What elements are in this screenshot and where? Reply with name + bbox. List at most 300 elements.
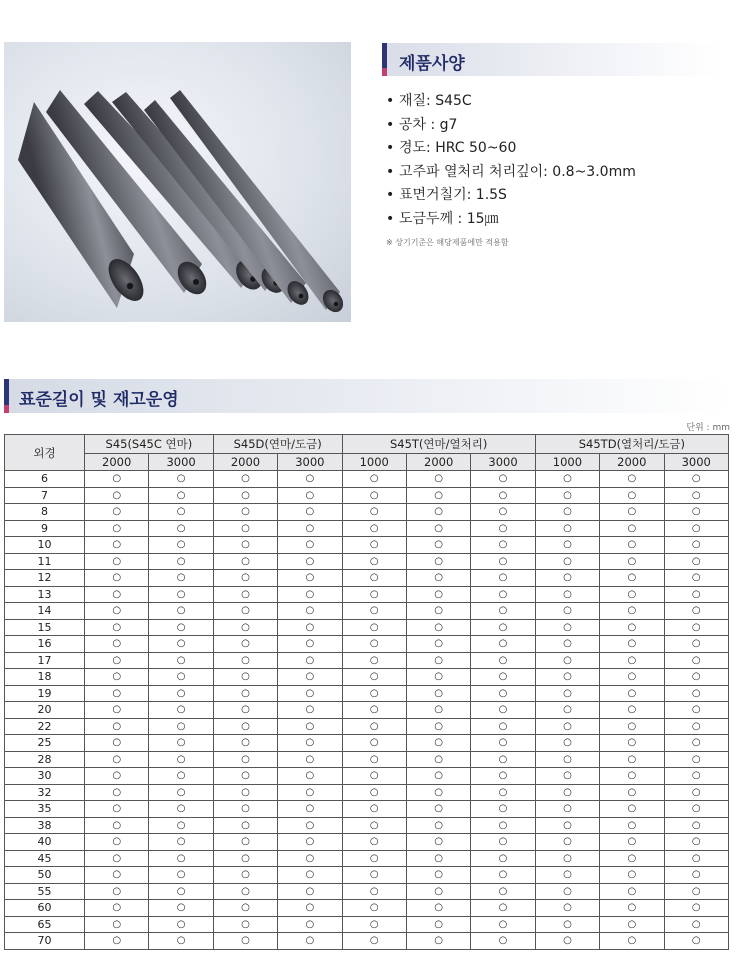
stock-available-mark: ○ xyxy=(342,916,406,933)
diameter-cell: 30 xyxy=(5,768,85,785)
stock-available-mark: ○ xyxy=(149,850,213,867)
table-row xyxy=(5,702,729,719)
table-row xyxy=(5,487,729,504)
stock-available-mark: ○ xyxy=(149,751,213,768)
stock-available-mark: ○ xyxy=(85,652,149,669)
stock-available-mark: ○ xyxy=(406,768,470,785)
length-header: 1000 xyxy=(535,454,599,471)
stock-available-mark: ○ xyxy=(471,817,535,834)
stock-available-mark: ○ xyxy=(535,669,599,686)
table-row xyxy=(5,553,729,570)
stock-available-mark: ○ xyxy=(278,735,342,752)
stock-available-mark: ○ xyxy=(149,883,213,900)
stock-available-mark: ○ xyxy=(406,619,470,636)
stock-available-mark: ○ xyxy=(85,834,149,851)
product-group-header: S45T(연마/열처리) xyxy=(342,435,535,454)
stock-available-mark: ○ xyxy=(535,636,599,653)
stock-available-mark: ○ xyxy=(85,520,149,537)
stock-available-mark: ○ xyxy=(664,702,728,719)
stock-available-mark: ○ xyxy=(406,718,470,735)
stock-available-mark: ○ xyxy=(85,933,149,950)
stock-available-mark: ○ xyxy=(213,850,277,867)
stock-available-mark: ○ xyxy=(85,619,149,636)
stock-available-mark: ○ xyxy=(278,471,342,488)
stock-available-mark: ○ xyxy=(149,916,213,933)
stock-available-mark: ○ xyxy=(342,553,406,570)
table-row xyxy=(5,636,729,653)
header-accent xyxy=(4,379,9,413)
stock-available-mark: ○ xyxy=(85,850,149,867)
steel-shafts-illustration xyxy=(4,42,351,322)
table-row xyxy=(5,834,729,851)
stock-available-mark: ○ xyxy=(664,817,728,834)
stock-available-mark: ○ xyxy=(342,537,406,554)
stock-available-mark: ○ xyxy=(535,520,599,537)
stock-available-mark: ○ xyxy=(471,751,535,768)
stock-available-mark: ○ xyxy=(471,784,535,801)
bullet-icon: • xyxy=(386,93,395,109)
stock-available-mark: ○ xyxy=(278,553,342,570)
stock-available-mark: ○ xyxy=(471,652,535,669)
stock-available-mark: ○ xyxy=(664,586,728,603)
stock-available-mark: ○ xyxy=(406,900,470,917)
table-row xyxy=(5,768,729,785)
table-row xyxy=(5,504,729,521)
stock-available-mark: ○ xyxy=(664,652,728,669)
stock-available-mark: ○ xyxy=(535,900,599,917)
stock-available-mark: ○ xyxy=(406,603,470,620)
spec-item xyxy=(386,90,636,114)
bullet-icon: • xyxy=(386,163,395,180)
stock-available-mark: ○ xyxy=(406,784,470,801)
diameter-cell: 16 xyxy=(5,636,85,653)
stock-available-mark: ○ xyxy=(342,619,406,636)
stock-available-mark: ○ xyxy=(535,603,599,620)
stock-available-mark: ○ xyxy=(213,834,277,851)
diameter-cell: 9 xyxy=(5,520,85,537)
stock-available-mark: ○ xyxy=(342,735,406,752)
length-header: 2000 xyxy=(213,454,277,471)
diameter-cell: 15 xyxy=(5,619,85,636)
stock-available-mark: ○ xyxy=(664,801,728,818)
product-group-header: S45(S45C 연마) xyxy=(85,435,214,454)
stock-available-mark: ○ xyxy=(600,718,664,735)
length-header: 2000 xyxy=(85,454,149,471)
spec-title: 제품사양 xyxy=(399,54,465,74)
stock-available-mark: ○ xyxy=(149,553,213,570)
stock-available-mark: ○ xyxy=(471,850,535,867)
stock-available-mark: ○ xyxy=(149,520,213,537)
stock-available-mark: ○ xyxy=(406,537,470,554)
stock-available-mark: ○ xyxy=(600,817,664,834)
stock-available-mark: ○ xyxy=(600,850,664,867)
stock-available-mark: ○ xyxy=(600,801,664,818)
stock-title: 표준길이 및 재고운영 xyxy=(19,390,179,410)
stock-available-mark: ○ xyxy=(600,916,664,933)
stock-available-mark: ○ xyxy=(600,652,664,669)
spec-item xyxy=(386,114,636,138)
diameter-header: 외경 xyxy=(5,435,85,471)
diameter-cell: 60 xyxy=(5,900,85,917)
stock-available-mark: ○ xyxy=(664,487,728,504)
spec-item xyxy=(386,161,636,185)
stock-available-mark: ○ xyxy=(664,603,728,620)
stock-available-mark: ○ xyxy=(85,801,149,818)
table-row xyxy=(5,883,729,900)
stock-available-mark: ○ xyxy=(535,867,599,884)
stock-available-mark: ○ xyxy=(278,801,342,818)
table-row xyxy=(5,801,729,818)
stock-available-mark: ○ xyxy=(85,735,149,752)
diameter-cell: 22 xyxy=(5,718,85,735)
stock-available-mark: ○ xyxy=(406,867,470,884)
stock-available-mark: ○ xyxy=(342,702,406,719)
stock-available-mark: ○ xyxy=(535,702,599,719)
stock-available-mark: ○ xyxy=(600,702,664,719)
diameter-cell: 18 xyxy=(5,669,85,686)
stock-available-mark: ○ xyxy=(471,504,535,521)
stock-available-mark: ○ xyxy=(213,619,277,636)
stock-available-mark: ○ xyxy=(149,784,213,801)
stock-available-mark: ○ xyxy=(664,834,728,851)
stock-available-mark: ○ xyxy=(85,900,149,917)
stock-available-mark: ○ xyxy=(600,471,664,488)
diameter-cell: 28 xyxy=(5,751,85,768)
stock-available-mark: ○ xyxy=(600,553,664,570)
stock-available-mark: ○ xyxy=(664,718,728,735)
stock-available-mark: ○ xyxy=(85,570,149,587)
stock-available-mark: ○ xyxy=(213,768,277,785)
stock-available-mark: ○ xyxy=(278,636,342,653)
stock-available-mark: ○ xyxy=(342,586,406,603)
stock-available-mark: ○ xyxy=(600,768,664,785)
stock-available-mark: ○ xyxy=(406,817,470,834)
length-header: 1000 xyxy=(342,454,406,471)
stock-available-mark: ○ xyxy=(471,603,535,620)
table-row xyxy=(5,520,729,537)
stock-available-mark: ○ xyxy=(600,487,664,504)
stock-available-mark: ○ xyxy=(664,784,728,801)
table-length-header-row xyxy=(5,454,729,471)
stock-available-mark: ○ xyxy=(149,504,213,521)
stock-available-mark: ○ xyxy=(278,504,342,521)
stock-available-mark: ○ xyxy=(85,504,149,521)
shaft-5 xyxy=(144,100,313,309)
stock-available-mark: ○ xyxy=(471,702,535,719)
stock-available-mark: ○ xyxy=(535,768,599,785)
stock-available-mark: ○ xyxy=(278,702,342,719)
stock-available-mark: ○ xyxy=(278,718,342,735)
stock-available-mark: ○ xyxy=(85,768,149,785)
stock-available-mark: ○ xyxy=(149,471,213,488)
stock-available-mark: ○ xyxy=(406,504,470,521)
stock-available-mark: ○ xyxy=(278,685,342,702)
stock-available-mark: ○ xyxy=(342,487,406,504)
table-row xyxy=(5,784,729,801)
stock-available-mark: ○ xyxy=(342,751,406,768)
stock-available-mark: ○ xyxy=(278,850,342,867)
diameter-cell: 11 xyxy=(5,553,85,570)
diameter-cell: 8 xyxy=(5,504,85,521)
stock-available-mark: ○ xyxy=(535,652,599,669)
stock-available-mark: ○ xyxy=(342,718,406,735)
stock-available-mark: ○ xyxy=(406,520,470,537)
spec-item-text: 도금두께 : 15㎛ xyxy=(399,210,499,227)
stock-available-mark: ○ xyxy=(213,652,277,669)
stock-available-mark: ○ xyxy=(213,586,277,603)
stock-available-mark: ○ xyxy=(664,867,728,884)
table-row xyxy=(5,718,729,735)
stock-available-mark: ○ xyxy=(149,570,213,587)
stock-available-mark: ○ xyxy=(406,883,470,900)
stock-available-mark: ○ xyxy=(406,553,470,570)
diameter-cell: 6 xyxy=(5,471,85,488)
spec-item xyxy=(386,137,636,161)
bullet-icon: • xyxy=(386,140,395,156)
stock-available-mark: ○ xyxy=(535,801,599,818)
stock-available-mark: ○ xyxy=(471,801,535,818)
stock-available-mark: ○ xyxy=(213,867,277,884)
stock-available-mark: ○ xyxy=(213,900,277,917)
stock-available-mark: ○ xyxy=(278,751,342,768)
stock-available-mark: ○ xyxy=(406,652,470,669)
stock-available-mark: ○ xyxy=(664,504,728,521)
stock-available-mark: ○ xyxy=(535,718,599,735)
stock-available-mark: ○ xyxy=(664,883,728,900)
bullet-icon: • xyxy=(386,116,395,133)
stock-available-mark: ○ xyxy=(535,883,599,900)
stock-available-mark: ○ xyxy=(149,603,213,620)
stock-available-mark: ○ xyxy=(535,471,599,488)
stock-available-mark: ○ xyxy=(213,801,277,818)
spec-note: ※ 상기기준은 해당제품에만 적용함 xyxy=(386,238,509,247)
stock-table-body xyxy=(5,471,729,950)
stock-available-mark: ○ xyxy=(664,537,728,554)
stock-available-mark: ○ xyxy=(535,685,599,702)
stock-available-mark: ○ xyxy=(664,685,728,702)
stock-available-mark: ○ xyxy=(149,900,213,917)
stock-available-mark: ○ xyxy=(535,487,599,504)
stock-available-mark: ○ xyxy=(149,685,213,702)
length-header: 3000 xyxy=(149,454,213,471)
stock-available-mark: ○ xyxy=(149,669,213,686)
stock-available-mark: ○ xyxy=(471,933,535,950)
stock-available-mark: ○ xyxy=(600,586,664,603)
stock-available-mark: ○ xyxy=(149,537,213,554)
stock-available-mark: ○ xyxy=(471,636,535,653)
stock-available-mark: ○ xyxy=(471,586,535,603)
stock-available-mark: ○ xyxy=(471,570,535,587)
stock-available-mark: ○ xyxy=(471,537,535,554)
stock-available-mark: ○ xyxy=(278,867,342,884)
bullet-icon: • xyxy=(386,210,395,227)
stock-available-mark: ○ xyxy=(535,586,599,603)
stock-available-mark: ○ xyxy=(278,900,342,917)
stock-available-mark: ○ xyxy=(664,553,728,570)
stock-available-mark: ○ xyxy=(535,784,599,801)
table-group-header-row xyxy=(5,435,729,454)
stock-available-mark: ○ xyxy=(471,471,535,488)
stock-available-mark: ○ xyxy=(664,735,728,752)
stock-available-mark: ○ xyxy=(278,537,342,554)
stock-available-mark: ○ xyxy=(406,850,470,867)
stock-available-mark: ○ xyxy=(278,916,342,933)
stock-available-mark: ○ xyxy=(535,553,599,570)
stock-available-mark: ○ xyxy=(664,751,728,768)
stock-available-mark: ○ xyxy=(342,768,406,785)
stock-available-mark: ○ xyxy=(600,570,664,587)
stock-available-mark: ○ xyxy=(471,768,535,785)
stock-available-mark: ○ xyxy=(535,933,599,950)
table-row xyxy=(5,685,729,702)
stock-available-mark: ○ xyxy=(278,669,342,686)
stock-available-mark: ○ xyxy=(600,504,664,521)
stock-available-mark: ○ xyxy=(278,619,342,636)
stock-available-mark: ○ xyxy=(406,933,470,950)
stock-available-mark: ○ xyxy=(213,784,277,801)
stock-available-mark: ○ xyxy=(600,520,664,537)
stock-available-mark: ○ xyxy=(600,685,664,702)
stock-available-mark: ○ xyxy=(600,636,664,653)
stock-available-mark: ○ xyxy=(213,669,277,686)
stock-available-mark: ○ xyxy=(213,718,277,735)
stock-available-mark: ○ xyxy=(278,570,342,587)
stock-available-mark: ○ xyxy=(85,685,149,702)
stock-available-mark: ○ xyxy=(664,570,728,587)
stock-available-mark: ○ xyxy=(535,834,599,851)
diameter-cell: 12 xyxy=(5,570,85,587)
stock-available-mark: ○ xyxy=(406,471,470,488)
stock-available-mark: ○ xyxy=(213,487,277,504)
stock-available-mark: ○ xyxy=(149,487,213,504)
stock-available-mark: ○ xyxy=(406,801,470,818)
stock-available-mark: ○ xyxy=(406,735,470,752)
stock-available-mark: ○ xyxy=(213,735,277,752)
stock-available-mark: ○ xyxy=(471,553,535,570)
table-row xyxy=(5,570,729,587)
diameter-cell: 35 xyxy=(5,801,85,818)
diameter-cell: 32 xyxy=(5,784,85,801)
stock-available-mark: ○ xyxy=(535,751,599,768)
bullet-icon: • xyxy=(386,187,395,203)
diameter-cell: 25 xyxy=(5,735,85,752)
spec-item-text: 고주파 열처리 처리깊이: 0.8~3.0mm xyxy=(399,163,636,180)
stock-available-mark: ○ xyxy=(278,883,342,900)
stock-available-mark: ○ xyxy=(85,751,149,768)
product-group-header: S45D(연마/도금) xyxy=(213,435,342,454)
stock-available-mark: ○ xyxy=(213,603,277,620)
spec-list xyxy=(386,90,636,231)
spec-item-text: 공차 : g7 xyxy=(399,116,458,133)
stock-available-mark: ○ xyxy=(406,586,470,603)
stock-available-mark: ○ xyxy=(535,735,599,752)
length-header: 3000 xyxy=(664,454,728,471)
stock-available-mark: ○ xyxy=(600,603,664,620)
stock-available-mark: ○ xyxy=(535,817,599,834)
stock-available-mark: ○ xyxy=(600,784,664,801)
stock-available-mark: ○ xyxy=(149,619,213,636)
stock-available-mark: ○ xyxy=(406,685,470,702)
stock-available-mark: ○ xyxy=(471,718,535,735)
stock-available-mark: ○ xyxy=(664,636,728,653)
length-header: 3000 xyxy=(278,454,342,471)
table-row xyxy=(5,537,729,554)
stock-available-mark: ○ xyxy=(149,702,213,719)
diameter-cell: 13 xyxy=(5,586,85,603)
stock-available-mark: ○ xyxy=(85,603,149,620)
diameter-cell: 50 xyxy=(5,867,85,884)
diameter-cell: 70 xyxy=(5,933,85,950)
stock-available-mark: ○ xyxy=(600,883,664,900)
diameter-cell: 40 xyxy=(5,834,85,851)
table-row xyxy=(5,916,729,933)
diameter-cell: 20 xyxy=(5,702,85,719)
stock-available-mark: ○ xyxy=(342,471,406,488)
stock-available-mark: ○ xyxy=(278,784,342,801)
stock-available-mark: ○ xyxy=(213,916,277,933)
stock-available-mark: ○ xyxy=(85,784,149,801)
header-accent xyxy=(382,43,387,76)
stock-available-mark: ○ xyxy=(535,504,599,521)
stock-available-mark: ○ xyxy=(85,718,149,735)
table-row xyxy=(5,735,729,752)
stock-available-mark: ○ xyxy=(406,751,470,768)
stock-available-mark: ○ xyxy=(85,586,149,603)
stock-available-mark: ○ xyxy=(600,669,664,686)
stock-available-mark: ○ xyxy=(600,867,664,884)
stock-available-mark: ○ xyxy=(600,735,664,752)
stock-available-mark: ○ xyxy=(471,867,535,884)
length-header: 2000 xyxy=(600,454,664,471)
table-row xyxy=(5,850,729,867)
stock-available-mark: ○ xyxy=(85,916,149,933)
stock-available-mark: ○ xyxy=(213,471,277,488)
stock-available-mark: ○ xyxy=(85,553,149,570)
stock-available-mark: ○ xyxy=(535,850,599,867)
diameter-cell: 7 xyxy=(5,487,85,504)
stock-available-mark: ○ xyxy=(664,850,728,867)
stock-available-mark: ○ xyxy=(600,933,664,950)
stock-available-mark: ○ xyxy=(342,867,406,884)
diameter-cell: 65 xyxy=(5,916,85,933)
stock-available-mark: ○ xyxy=(406,669,470,686)
stock-table xyxy=(4,434,729,950)
stock-available-mark: ○ xyxy=(406,570,470,587)
stock-available-mark: ○ xyxy=(664,520,728,537)
stock-available-mark: ○ xyxy=(213,751,277,768)
stock-available-mark: ○ xyxy=(471,834,535,851)
spec-item-text: 재질: S45C xyxy=(399,93,472,109)
spec-section-header xyxy=(382,43,722,76)
stock-available-mark: ○ xyxy=(664,669,728,686)
stock-available-mark: ○ xyxy=(342,900,406,917)
stock-available-mark: ○ xyxy=(342,520,406,537)
stock-available-mark: ○ xyxy=(406,834,470,851)
stock-section-header xyxy=(4,379,730,413)
stock-available-mark: ○ xyxy=(600,751,664,768)
stock-available-mark: ○ xyxy=(213,685,277,702)
stock-available-mark: ○ xyxy=(342,883,406,900)
stock-available-mark: ○ xyxy=(213,883,277,900)
spec-item xyxy=(386,208,636,232)
table-row xyxy=(5,867,729,884)
spec-item-text: 경도: HRC 50~60 xyxy=(399,140,517,156)
stock-available-mark: ○ xyxy=(471,669,535,686)
stock-available-mark: ○ xyxy=(278,520,342,537)
unit-label: 단위 : mm xyxy=(686,423,730,433)
stock-available-mark: ○ xyxy=(342,636,406,653)
table-row xyxy=(5,652,729,669)
